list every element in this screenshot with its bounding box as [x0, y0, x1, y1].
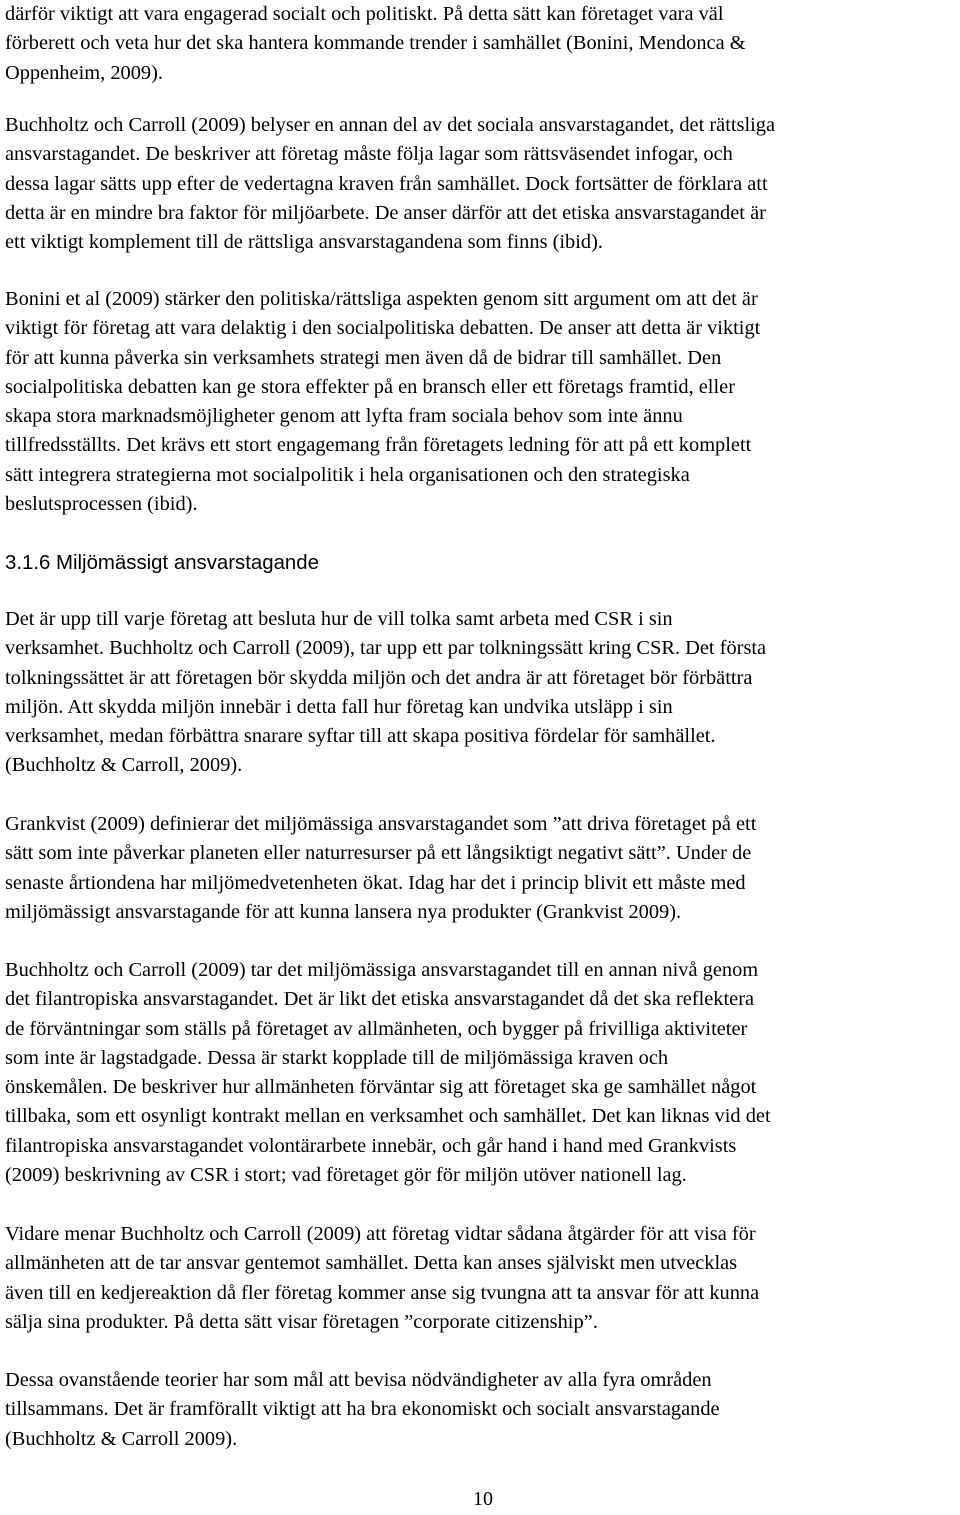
- text-line: (2009) beskrivning av CSR i stort; vad företaget gör för miljön utöver nationell lag.: [5, 1164, 687, 1187]
- text-line: det filantropiska ansvarstagandet. Det är likt det etiska ansvarstagandet då det ska reflektera: [5, 988, 755, 1011]
- text-line: som inte är lagstadgade. Dessa är starkt kopplade till de miljömässiga kraven och: [5, 1046, 669, 1069]
- text-line: tillbaka, som ett osynligt kontrakt mellan en verksamhet och samhället. Det kan liknas vid det: [5, 1105, 771, 1128]
- paragraph-2: [5, 111, 775, 257]
- page-number: 10: [473, 1488, 493, 1510]
- text-line: Det är upp till varje företag att besluta hur de vill tolka samt arbeta med CSR i sin: [5, 608, 673, 630]
- text-line: tillsammans. Det är framförallt viktigt att ha bra ekonomiskt och socialt ansvarstagande: [5, 1398, 720, 1421]
- text-line: filantropiska ansvarstagandet volontärarbete innebär, och går hand i hand med Grankvists: [5, 1134, 737, 1157]
- text-line: (Buchholtz & Carroll 2009).: [5, 1427, 238, 1450]
- text-line: sätt integrera strategierna mot socialpolitik i hela organisationen och den strategiska: [5, 463, 690, 486]
- text-line: tolkningssättet är att företagen bör skydda miljön och det andra är att företaget bör förbättra: [5, 666, 753, 689]
- text-line: Dessa ovanstående teorier har som mål att bevisa nödvändigheter av alla fyra områden: [5, 1369, 712, 1391]
- text-line: även till en kedjereaktion då fler företag kommer anse sig tvungna att ta ansvar för att kunna: [5, 1281, 760, 1304]
- text-line: Buchholtz och Carroll (2009) belyser en annan del av det sociala ansvarstagandet, det rättsliga: [5, 114, 776, 136]
- text-line: ett viktigt komplement till de rättsliga ansvarstagandena som finns (ibid).: [5, 231, 603, 254]
- text-line: socialpolitiska debatten kan ge stora effekter på en bransch eller ett företags framtid, eller: [5, 375, 735, 398]
- paragraph-4: [5, 605, 766, 781]
- text-line: verksamhet, medan förbättra snarare syftar till att skapa positiva fördelar för samhället.: [5, 725, 716, 748]
- text-line: därför viktigt att vara engagerad socialt och politiskt. På detta sätt kan företaget vara väl: [5, 3, 724, 25]
- text-line: tillfredsställts. Det krävs ett stort engagemang från företagets ledning för att på ett komplett: [5, 434, 752, 457]
- text-line: Oppenheim, 2009).: [5, 61, 163, 84]
- text-line: beslutsprocessen (ibid).: [5, 493, 198, 516]
- text-line: Grankvist (2009) definierar det miljömässiga ansvarstagandet som ”att driva företaget på ett: [5, 813, 757, 835]
- paragraph-5: [5, 810, 756, 927]
- text-line: miljömässigt ansvarstagande för att kunna lansera nya produkter (Grankvist 2009).: [5, 900, 682, 923]
- paragraph-3: [5, 285, 760, 519]
- text-line: Bonini et al (2009) stärker den politiska/rättsliga aspekten genom sitt argument om att det är: [5, 288, 758, 310]
- section-heading: 3.1.6 Miljömässigt ansvarstagande: [5, 552, 319, 574]
- text-line: verksamhet. Buchholtz och Carroll (2009), tar upp ett par tolkningssätt kring CSR. Det första: [5, 637, 767, 660]
- text-line: Buchholtz och Carroll (2009) tar det miljömässiga ansvarstagandet till en annan nivå genom: [5, 959, 759, 981]
- text-line: allmänheten att de tar ansvar gentemot samhället. Detta kan anses själviskt men utvecklas: [5, 1252, 738, 1275]
- text-line: dessa lagar sätts upp efter de vedertagna kraven från samhället. Dock fortsätter de förklara att: [5, 172, 768, 195]
- text-line: (Buchholtz & Carroll, 2009).: [5, 754, 243, 777]
- text-line: de förväntningar som ställs på företaget av allmänheten, och bygger på frivilliga aktiviteter: [5, 1017, 748, 1040]
- text-line: skapa stora marknadsmöjligheter genom att lyfta fram sociala behov som inte ännu: [5, 405, 683, 428]
- text-line: miljön. Att skydda miljön innebär i detta fall hur företag kan undvika utsläpp i sin: [5, 695, 673, 718]
- paragraph-7: [5, 1220, 759, 1337]
- text-line: för att kunna påverka sin verksamhets strategi men även då de bidrar till samhället. Den: [5, 346, 722, 369]
- text-line: förberett och veta hur det ska hantera kommande trender i samhället (Bonini, Mendonca &: [5, 32, 746, 55]
- text-line: önskemålen. De beskriver hur allmänheten förväntar sig att företaget ska ge samhället något: [5, 1076, 757, 1099]
- paragraph-6: [5, 956, 771, 1190]
- paragraph-8: [5, 1366, 720, 1454]
- text-line: senaste årtiondena har miljömedvetenheten ökat. Idag har det i princip blivit ett måste med: [5, 871, 746, 894]
- text-line: viktigt för företag att vara delaktig i den socialpolitiska debatten. De anser att detta är viktigt: [5, 317, 761, 340]
- text-line: sätt som inte påverkar planeten eller naturresurser på ett långsiktigt negativt sätt”. Under de: [5, 842, 752, 865]
- text-line: detta är en mindre bra faktor för miljöarbete. De anser därför att det etiska ansvarstagandet är: [5, 201, 766, 224]
- paragraph-1: [5, 0, 746, 88]
- text-line: Vidare menar Buchholtz och Carroll (2009) att företag vidtar sådana åtgärder för att visa för: [5, 1223, 756, 1245]
- text-line: sälja sina produkter. På detta sätt visar företagen ”corporate citizenship”.: [5, 1310, 598, 1333]
- text-line: ansvarstagandet. De beskriver att företag måste följa lagar som rättsväsendet infogar, och: [5, 143, 733, 166]
